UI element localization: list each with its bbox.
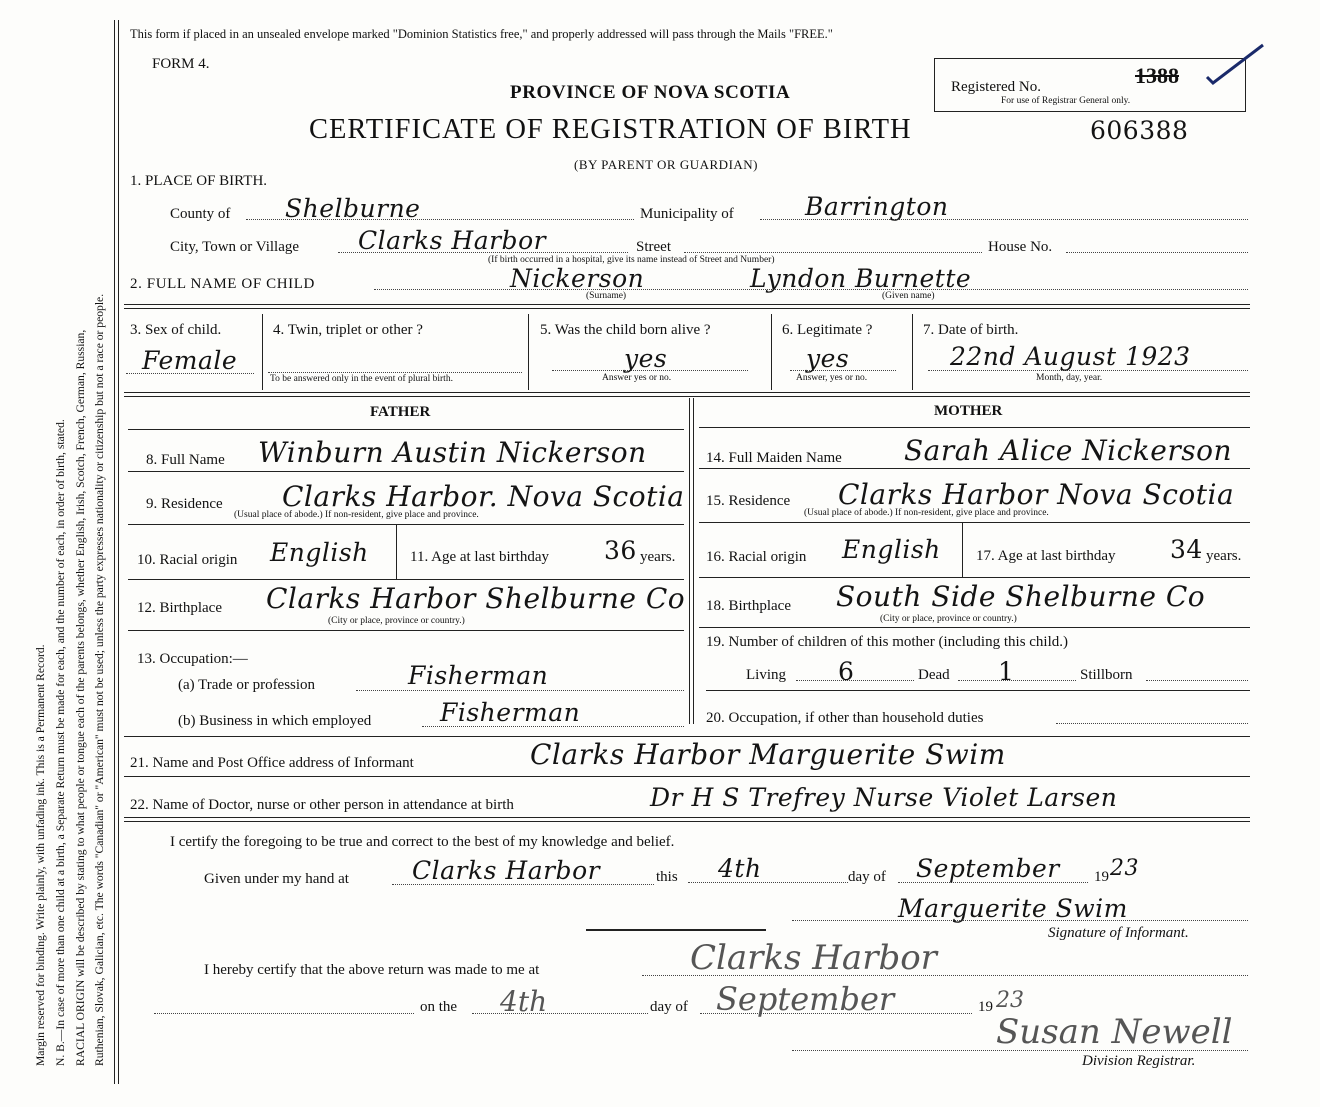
father-trade-label: (a) Trade or profession [178, 677, 316, 693]
mother-residence-note: (Usual place of abode.) If non-resident, give place and province. [804, 508, 1049, 518]
given-name-note: (Given name) [882, 291, 935, 301]
registrar-day-of-label: day of [650, 999, 688, 1015]
street-label: Street [636, 239, 671, 255]
child-name-label: 2. FULL NAME OF CHILD [130, 276, 315, 292]
this-label: this [656, 869, 678, 885]
informant-signature-caption: Signature of Informant. [1048, 925, 1189, 941]
given-under-hand-label: Given under my hand at [204, 871, 349, 887]
father-residence-label: 9. Residence [146, 496, 223, 512]
legitimate-label: 6. Legitimate ? [782, 322, 873, 338]
on-the-label: on the [420, 999, 458, 1015]
mail-notice: This form if placed in an unsealed envelope marked "Dominion Statistics free," and properly addressed will pass through the Mails "FREE." [130, 27, 833, 41]
registered-number: 1388 [1135, 63, 1179, 88]
father-age-unit: years. [640, 549, 676, 565]
mother-age-label: 17. Age at last birthday [976, 548, 1116, 564]
certify-statement: I certify the foregoing to be true and correct to the best of my knowledge and belief. [170, 834, 675, 850]
given-place-value: Clarks Harbor [412, 856, 601, 885]
registrar-month-value: September [716, 980, 895, 1018]
mother-residence-value: Clarks Harbor Nova Scotia [838, 478, 1235, 511]
side-note-3: RACIAL ORIGIN will be described by stating to what people or tongue each of the parents belongs, whether English, Irish, Scotch, French, German, Russian, [74, 329, 87, 1066]
doctor-label: 22. Name of Doctor, nurse or other person in attendance at birth [130, 797, 514, 813]
side-note-1: Margin reserved for binding. Write plainly, with unfading ink. This is a Permanent Record. [34, 644, 47, 1066]
year-prefix: 19 [1094, 869, 1109, 885]
registrar-year-value: 23 [996, 988, 1024, 1013]
mother-heading: MOTHER [934, 403, 1003, 419]
born-alive-note: Answer yes or no. [602, 373, 672, 383]
informant-value: Clarks Harbor Marguerite Swim [530, 738, 1006, 771]
father-name-label: 8. Full Name [146, 452, 225, 468]
province-heading: PROVINCE OF NOVA SCOTIA [510, 82, 791, 103]
place-of-birth-label: 1. PLACE OF BIRTH. [130, 173, 268, 189]
street-note: (If birth occurred in a hospital, give its name instead of Street and Number) [488, 255, 775, 265]
certificate-title: CERTIFICATE OF REGISTRATION OF BIRTH [309, 114, 912, 145]
born-alive-value: yes [624, 344, 668, 373]
twin-note: To be answered only in the event of plural birth. [270, 374, 453, 384]
surname-note: (Surname) [586, 291, 627, 301]
informant-signature: Marguerite Swim [898, 894, 1128, 923]
on-the-day-value: 4th [500, 985, 548, 1018]
check-mark-icon [1205, 39, 1275, 89]
legitimate-value: yes [806, 344, 850, 373]
mother-birthplace-value: South Side Shelburne Co [836, 580, 1206, 613]
mother-race-value: English [842, 535, 941, 564]
left-border [114, 20, 119, 1084]
registrar-place-value: Clarks Harbor [690, 938, 937, 978]
father-trade-value: Fisherman [408, 661, 549, 690]
certify-month-value: September [916, 854, 1060, 883]
day-of-label: day of [848, 869, 886, 885]
registered-label: Registered No. [951, 79, 1041, 95]
municipality-label: Municipality of [640, 206, 734, 222]
father-birthplace-note: (City or place, province or country.) [328, 616, 465, 626]
mother-children-label: 19. Number of children of this mother (including this child.) [706, 634, 1069, 650]
side-note-2: N. B.—In case of more than one child at a birth, a Separate Return must be made for each, and the number of each, in order of birth, stated. [54, 419, 67, 1066]
sex-label: 3. Sex of child. [130, 322, 222, 338]
certify-year-value: 23 [1110, 856, 1139, 881]
mother-birthplace-note: (City or place, province or country.) [880, 614, 1017, 624]
father-name-value: Winburn Austin Nickerson [258, 436, 647, 469]
father-residence-value: Clarks Harbor. Nova Scotia [282, 480, 685, 513]
doctor-value: Dr H S Trefrey Nurse Violet Larsen [650, 783, 1118, 812]
father-race-label: 10. Racial origin [137, 552, 238, 568]
father-occupation-label: 13. Occupation:— [137, 651, 248, 667]
born-alive-label: 5. Was the child born alive ? [540, 322, 711, 338]
registrar-statement: I hereby certify that the above return was made to me at [204, 962, 540, 978]
father-residence-note: (Usual place of abode.) If non-resident, give place and province. [234, 510, 479, 520]
city-label: City, Town or Village [170, 239, 300, 255]
sex-value: Female [142, 346, 238, 375]
informant-label: 21. Name and Post Office address of Informant [130, 755, 414, 771]
registrar-year-prefix: 19 [978, 999, 993, 1015]
twin-label: 4. Twin, triplet or other ? [273, 322, 423, 338]
dead-value: 1 [998, 657, 1015, 686]
registrar-signature-caption: Division Registrar. [1082, 1053, 1196, 1069]
mother-age-unit: years. [1206, 548, 1242, 564]
mother-age-value: 34 [1170, 535, 1203, 564]
form-number: FORM 4. [152, 56, 210, 72]
living-value: 6 [838, 657, 855, 686]
father-race-value: English [270, 538, 369, 567]
mother-name-label: 14. Full Maiden Name [706, 450, 842, 466]
child-given-name: Lyndon Burnette [750, 264, 972, 293]
date-of-birth-value: 22nd August 1923 [950, 342, 1191, 371]
father-age-value: 36 [604, 536, 637, 565]
municipality-value: Barrington [805, 192, 949, 221]
house-number-label: House No. [988, 239, 1053, 255]
registered-note: For use of Registrar General only. [1001, 96, 1131, 106]
city-value: Clarks Harbor [358, 226, 547, 255]
child-surname: Nickerson [510, 264, 645, 293]
date-of-birth-label: 7. Date of birth. [923, 322, 1019, 338]
father-business-label: (b) Business in which employed [178, 713, 372, 729]
father-age-label: 11. Age at last birthday [410, 549, 549, 565]
legitimate-note: Answer, yes or no. [796, 373, 868, 383]
mother-race-label: 16. Racial origin [706, 549, 807, 565]
mother-birthplace-label: 18. Birthplace [706, 598, 791, 614]
living-label: Living [746, 667, 786, 683]
father-business-value: Fisherman [440, 698, 581, 727]
this-day-value: 4th [718, 854, 762, 883]
father-birthplace-value: Clarks Harbor Shelburne Co [266, 582, 686, 615]
certificate-subtitle: (BY PARENT OR GUARDIAN) [574, 157, 759, 172]
mother-occupation-label: 20. Occupation, if other than household duties [706, 710, 984, 726]
county-label: County of [170, 206, 231, 222]
father-birthplace-label: 12. Birthplace [137, 600, 222, 616]
county-value: Shelburne [285, 194, 421, 223]
mother-residence-label: 15. Residence [706, 493, 791, 509]
mother-name-value: Sarah Alice Nickerson [904, 434, 1232, 467]
registrar-signature: Susan Newell [996, 1012, 1233, 1052]
certificate-number: 606388 [1090, 116, 1189, 145]
stillborn-label: Stillborn [1080, 667, 1133, 683]
father-heading: FATHER [370, 404, 431, 420]
side-note-4: Ruthenian, Slovak, Galician, etc. The words "Canadian" or "American" must not be used; unless the party expresses nationality or citizenship but not a race or people. [93, 293, 106, 1066]
date-of-birth-note: Month, day, year. [1036, 373, 1103, 383]
dead-label: Dead [918, 667, 950, 683]
registered-box [934, 58, 1246, 112]
